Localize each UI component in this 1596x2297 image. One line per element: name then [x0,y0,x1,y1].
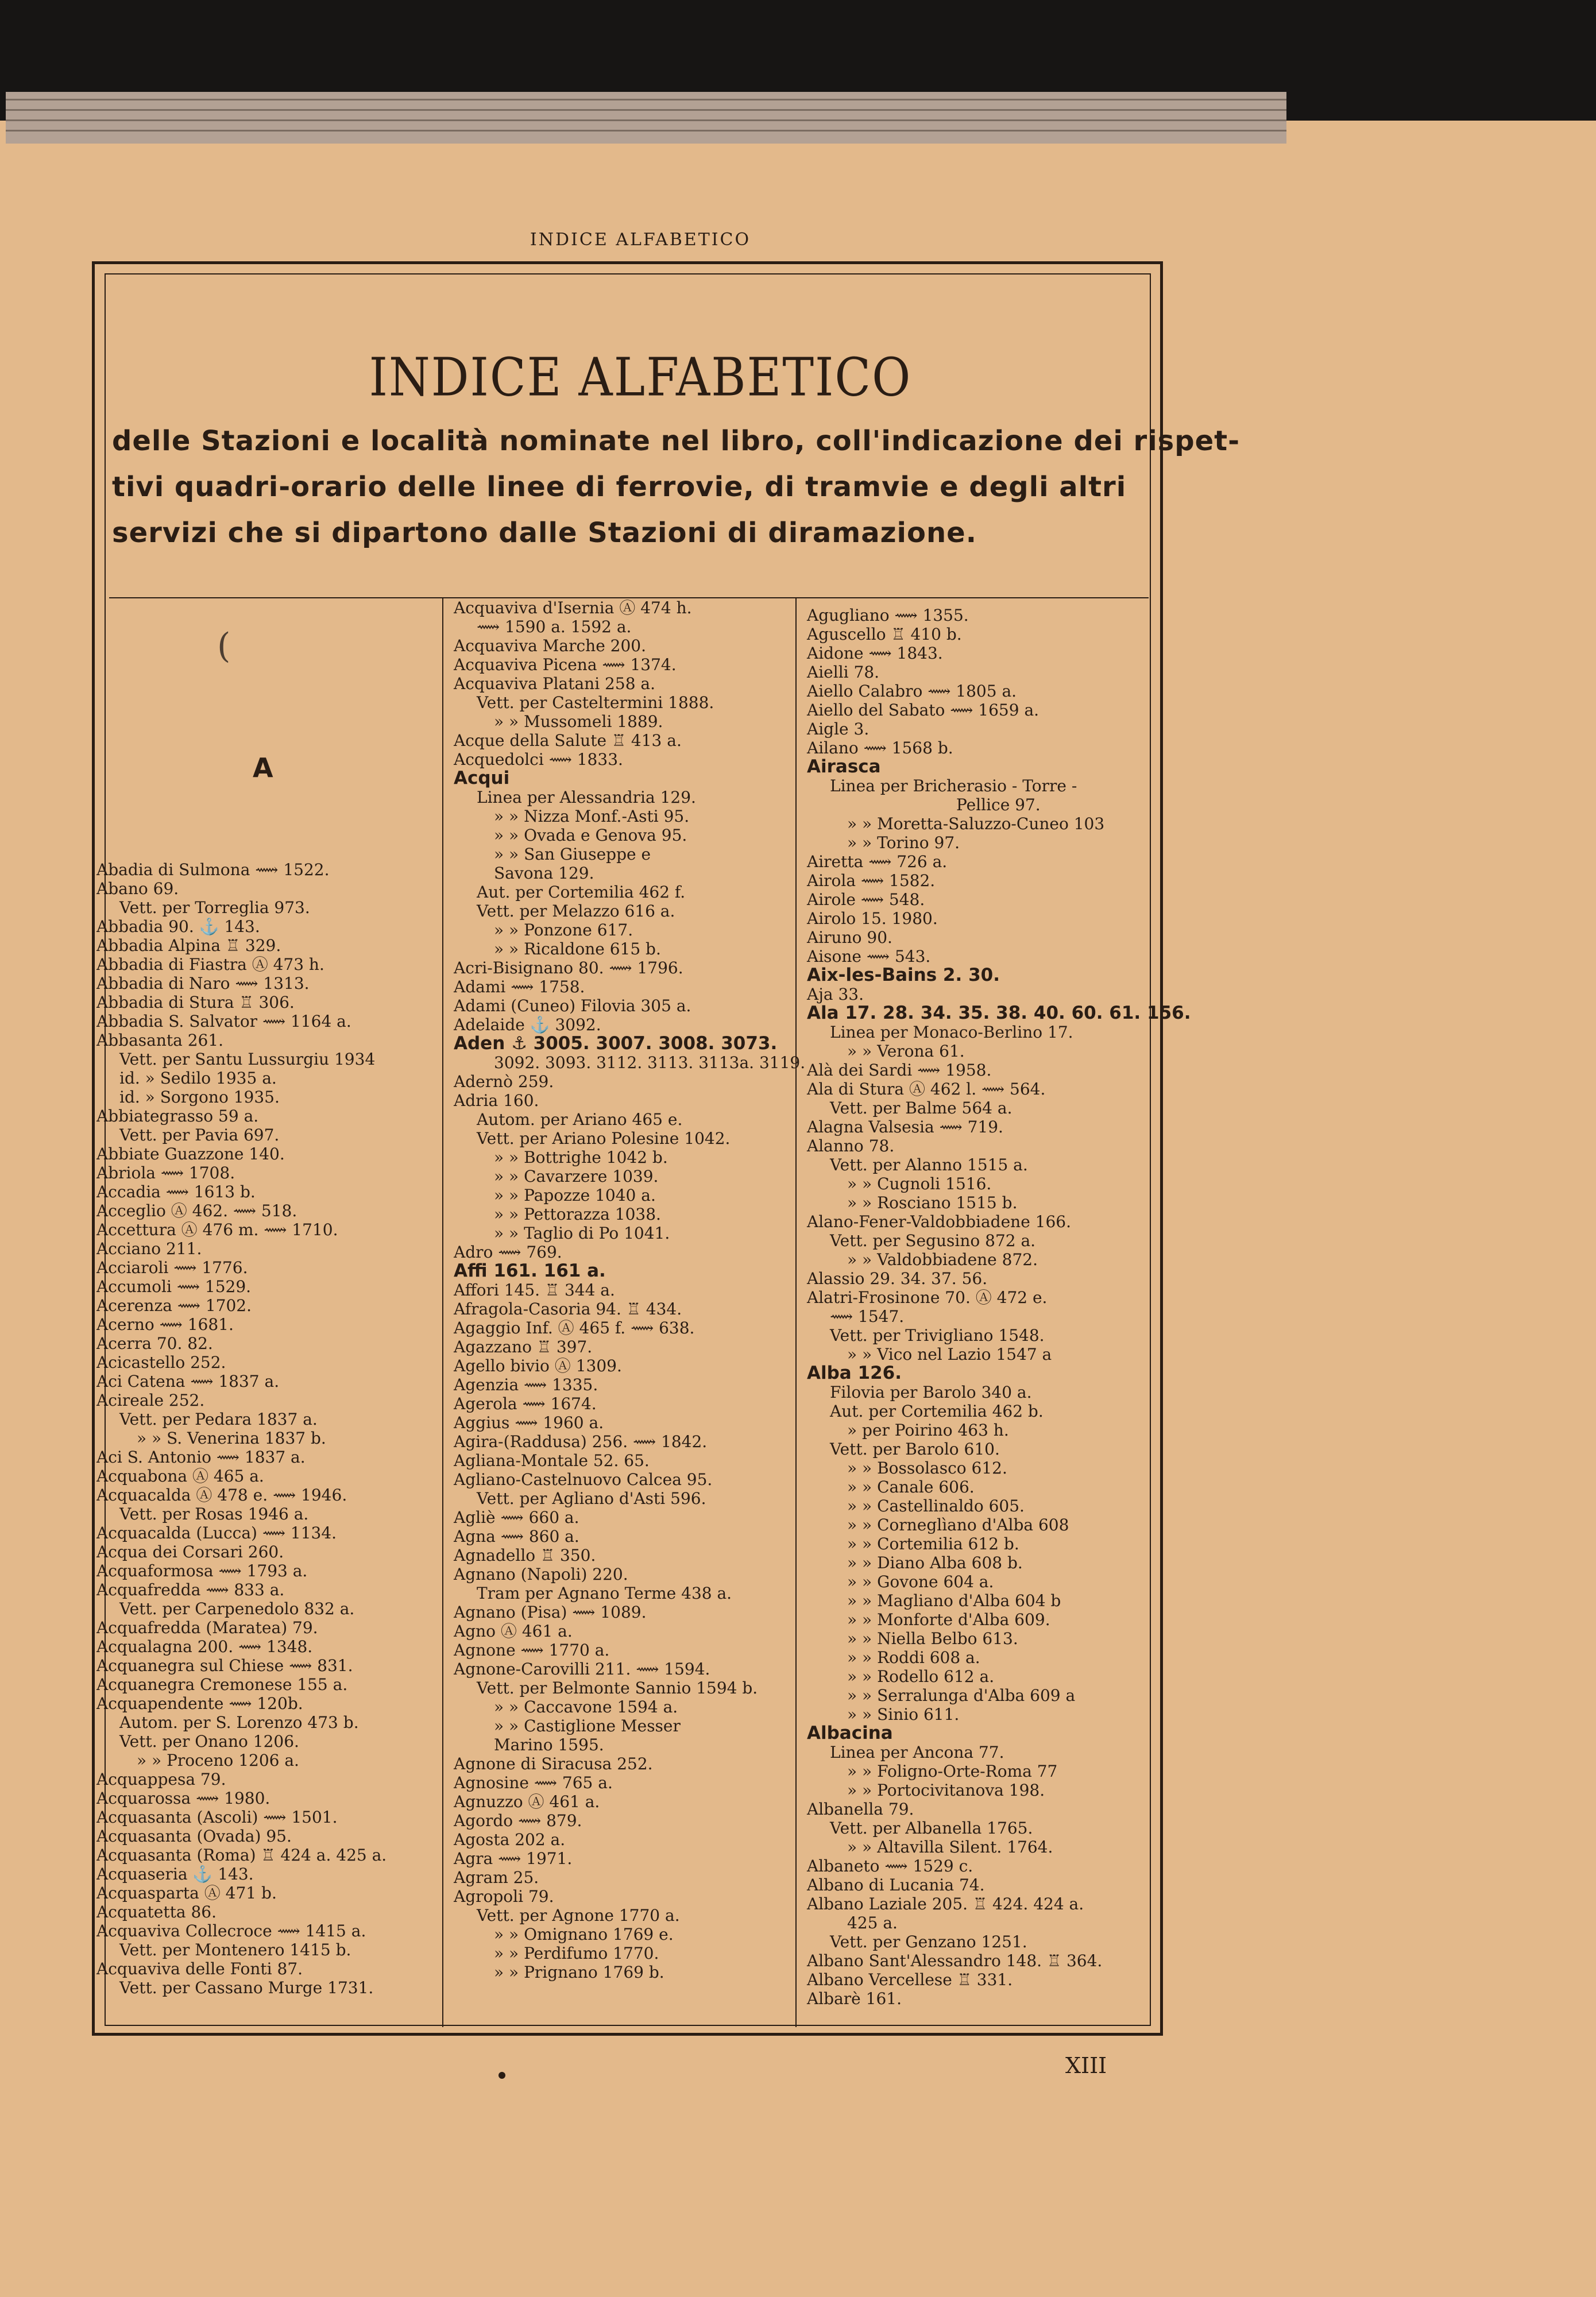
index-entry: Airasca [807,756,881,777]
index-entry: Agazzano ♖ 397. [454,1337,593,1356]
index-entry: Acquanegra Cremonese 155 a. [96,1675,348,1694]
index-entry: Acquabona Ⓐ 465 a. [96,1467,264,1486]
index-entry: Albano Sant'Alessandro 148. ♖ 364. [807,1951,1103,1970]
index-entry: Acqui [454,768,510,788]
index-entry: Linea per Alessandria 129. [477,788,696,807]
index-entry: » » Serralunga d'Alba 609 a [847,1686,1076,1705]
ink-dot [498,2072,505,2079]
index-entry: Vett. per Ariano Polesine 1042. [477,1129,731,1148]
index-entry: 3092. 3093. 3112. 3113. 3113a. 3119. [494,1053,806,1072]
index-entry: Aidone ⟿ 1843. [807,644,943,663]
index-entry: » » Omignano 1769 e. [494,1925,674,1944]
index-entry: Aja 33. [807,985,864,1004]
index-entry: Agordo ⟿ 879. [454,1811,582,1830]
index-entry: Acireale 252. [96,1391,205,1410]
index-entry: Agnano (Pisa) ⟿ 1089. [454,1603,647,1622]
index-entry: » » Ovada e Genova 95. [494,826,687,845]
index-entry: Abbiate Guazzone 140. [96,1144,285,1163]
index-entry: Linea per Bricherasio - Torre - [830,776,1077,795]
subtitle-line-1: delle Stazioni e località nominate nel libro, coll'indicazione dei rispet- [112,425,1240,457]
index-entry: » » Monforte d'Alba 609. [847,1610,1050,1629]
index-entry: Vett. per Melazzo 616 a. [477,902,675,921]
index-entry: Acquaformosa ⟿ 1793 a. [96,1561,308,1580]
index-entry: Marino 1595. [494,1735,604,1754]
index-entry: 425 a. [847,1913,898,1932]
index-entry: » » Pettorazza 1038. [494,1205,661,1224]
index-entry: » » Niella Belbo 613. [847,1629,1018,1648]
index-entry: Acquaseria ⚓ 143. [96,1865,254,1884]
index-entry: Abadia di Sulmona ⟿ 1522. [96,860,330,879]
index-entry: Acerenza ⟿ 1702. [96,1296,252,1315]
index-entry: Acquaviva delle Fonti 87. [96,1959,303,1978]
index-entry: » » Prignano 1769 b. [494,1963,664,1982]
index-entry: Albaneto ⟿ 1529 c. [807,1857,973,1876]
index-entry: Vett. per Agnone 1770 a. [477,1906,680,1925]
index-entry: Airole ⟿ 548. [807,890,925,909]
index-entry: Acquarossa ⟿ 1980. [96,1789,270,1808]
index-entry: Abbadia 90. ⚓ 143. [96,917,260,936]
index-entry: Aden ⚓ 3005. 3007. 3008. 3073. [454,1033,778,1054]
index-entry: Aci Catena ⟿ 1837 a. [96,1372,280,1391]
index-entry: Albano Laziale 205. ♖ 424. 424 a. [807,1894,1084,1913]
index-entry: Agosta 202 a. [454,1830,566,1849]
index-entry: Vett. per Pavia 697. [119,1126,280,1144]
index-entry: » » Foligno-Orte-Roma 77 [847,1762,1058,1781]
index-entry: ⟿ 1547. [830,1307,905,1326]
index-column-3 [807,606,1191,2008]
index-entry: Acquedolci ⟿ 1833. [454,750,623,769]
index-entry: » » Govone 604 a. [847,1572,994,1591]
index-entry: » » Castiglione Messer [494,1716,681,1735]
pencil-mark: ( [217,626,231,666]
index-entry: Airola ⟿ 1582. [807,871,936,890]
index-entry: » » Verona 61. [847,1042,965,1061]
index-entry: Adelaide ⚓ 3092. [454,1015,601,1034]
index-entry: Aix-les-Bains 2. 30. [807,965,1000,985]
index-entry: Acquasanta (Ascoli) ⟿ 1501. [96,1808,338,1827]
index-entry: Agnosine ⟿ 765 a. [454,1773,613,1792]
index-entry: Acquaviva Collecroce ⟿ 1415 a. [96,1921,366,1940]
index-entry: » » Cavarzere 1039. [494,1167,659,1186]
index-entry: Abbiategrasso 59 a. [96,1107,259,1126]
index-entry: » » Torino 97. [847,833,960,852]
index-entry: Acceglio Ⓐ 462. ⟿ 518. [96,1201,297,1220]
index-entry: Abbadia Alpina ♖ 329. [96,936,281,955]
index-entry: Ala di Stura Ⓐ 462 l. ⟿ 564. [807,1080,1046,1099]
index-entry: Affi 161. 161 a. [454,1260,606,1281]
index-entry: Agna ⟿ 860 a. [454,1527,579,1546]
running-header: INDICE ALFABETICO [530,230,751,250]
index-entry: Aisone ⟿ 543. [807,947,931,966]
index-entry: Abbadia di Naro ⟿ 1313. [96,974,310,993]
index-entry: Acquaviva Platani 258 a. [454,674,655,693]
index-entry: » » Rosciano 1515 b. [847,1193,1018,1212]
index-entry: Aggius ⟿ 1960 a. [454,1413,604,1432]
index-entry: » » Canale 606. [847,1478,975,1496]
index-entry: Alanno 78. [807,1136,895,1155]
index-entry: » » Roddi 608 a. [847,1648,980,1667]
index-entry: Vett. per Onano 1206. [119,1732,299,1751]
index-entry: Albacina [807,1723,893,1743]
subtitle-line-3: servizi che si dipartono dalle Stazioni di diramazione. [112,517,977,549]
index-entry: Albano Vercellese ♖ 331. [807,1970,1013,1989]
index-entry: Adro ⟿ 769. [454,1243,562,1262]
index-entry: Alano-Fener-Valdobbiadene 166. [807,1212,1072,1231]
index-entry: » » Ponzone 617. [494,921,633,939]
index-entry: Acerno ⟿ 1681. [96,1315,234,1334]
index-entry: Agerola ⟿ 1674. [454,1394,597,1413]
index-entry: Adernò 259. [454,1072,554,1091]
index-entry: Airuno 90. [807,928,892,947]
index-entry: Linea per Monaco-Berlino 17. [830,1023,1073,1042]
index-entry: Vett. per Pedara 1837 a. [119,1410,318,1429]
index-entry: Vett. per Segusino 872 a. [830,1231,1036,1250]
index-entry: » per Poirino 463 h. [847,1421,1009,1440]
index-entry: Vett. per Cassano Murge 1731. [119,1978,374,1997]
index-entry: Alatri-Frosinone 70. Ⓐ 472 e. [807,1288,1048,1307]
index-entry: Agugliano ⟿ 1355. [807,606,969,625]
index-entry: Vett. per Barolo 610. [830,1440,1000,1459]
index-entry: » » Portocivitanova 198. [847,1781,1045,1800]
index-entry: Acquaviva Marche 200. [454,636,647,655]
index-entry: Alba 126. [807,1363,902,1383]
index-entry: Pellice 97. [956,795,1041,814]
index-entry: » » Cortemilia 612 b. [847,1534,1019,1553]
index-entry: » » Magliano d'Alba 604 b [847,1591,1061,1610]
index-entry: Acquatetta 86. [96,1902,217,1921]
index-column-2 [454,598,805,1982]
index-entry: Aielli 78. [807,663,880,682]
index-entry: Vett. per Albanella 1765. [830,1819,1033,1838]
section-letter: A [253,752,273,783]
index-entry: id. » Sedilo 1935 a. [119,1069,277,1088]
index-entry: Acqua dei Corsari 260. [96,1542,284,1561]
index-entry: Agnone ⟿ 1770 a. [454,1641,610,1660]
index-entry: Aiello Calabro ⟿ 1805 a. [807,682,1017,701]
index-entry: Airolo 15. 1980. [807,909,938,928]
index-entry: Agliè ⟿ 660 a. [454,1508,579,1527]
index-entry: » » Vico nel Lazio 1547 a [847,1345,1052,1364]
index-entry: » » San Giuseppe e [494,845,651,864]
column-divider-1 [442,597,443,2027]
index-entry: Vett. per Balme 564 a. [830,1099,1013,1117]
index-entry: Acquaviva Picena ⟿ 1374. [454,655,677,674]
index-entry: » » Altavilla Silent. 1764. [847,1838,1053,1857]
index-entry: Acquafredda ⟿ 833 a. [96,1580,285,1599]
index-entry: Abbasanta 261. [96,1031,224,1050]
index-entry: Acquapendente ⟿ 120b. [96,1694,303,1713]
index-entry: Albano di Lucania 74. [807,1876,985,1894]
index-entry: Acerra 70. 82. [96,1334,213,1353]
index-entry: » » S. Venerina 1837 b. [137,1429,326,1448]
index-entry: Agenzia ⟿ 1335. [454,1375,598,1394]
index-entry: Ala 17. 28. 34. 35. 38. 40. 60. 61. 156. [807,1003,1191,1023]
index-entry: » » Castellinaldo 605. [847,1496,1025,1515]
index-entry: Aut. per Cortemilia 462 f. [477,883,686,902]
index-entry: » » Perdifumo 1770. [494,1944,659,1963]
index-entry: Vett. per Trivigliano 1548. [830,1326,1045,1345]
page-number: XIII [1065,2053,1107,2078]
index-entry: Abano 69. [96,879,179,898]
index-entry: Affori 145. ♖ 344 a. [454,1281,615,1300]
index-entry: Abriola ⟿ 1708. [96,1163,235,1182]
index-entry: Vett. per Santu Lussurgiu 1934 [119,1050,376,1069]
index-entry: Acque della Salute ♖ 413 a. [454,731,682,750]
index-entry: Acquafredda (Maratea) 79. [96,1618,318,1637]
index-entry: » » Valdobbiadene 872. [847,1250,1038,1269]
index-entry: Vett. per Agliano d'Asti 596. [477,1489,706,1508]
index-entry: Filovia per Barolo 340 a. [830,1383,1032,1402]
index-entry: Vett. per Casteltermini 1888. [477,693,714,712]
index-entry: Albanella 79. [807,1800,914,1819]
index-entry: Abbadia di Fiastra Ⓐ 473 h. [96,955,324,974]
index-entry: Autom. per S. Lorenzo 473 b. [119,1713,359,1732]
index-entry: » » Proceno 1206 a. [137,1751,299,1770]
index-entry: Abbadia S. Salvator ⟿ 1164 a. [96,1012,351,1031]
index-entry: Agliano-Castelnuovo Calcea 95. [454,1470,713,1489]
index-entry: Aguscello ♖ 410 b. [807,625,962,644]
index-entry: Airetta ⟿ 726 a. [807,852,948,871]
index-entry: » » Corneglìano d'Alba 608 [847,1515,1069,1534]
index-entry: Autom. per Ariano 465 e. [477,1110,683,1129]
index-entry: Acqualagna 200. ⟿ 1348. [96,1637,313,1656]
index-entry: Agliana-Montale 52. 65. [454,1451,650,1470]
page-title: INDICE ALFABETICO [369,347,912,408]
index-entry: Acquasanta (Roma) ♖ 424 a. 425 a. [96,1846,387,1865]
index-entry: Agira-(Raddusa) 256. ⟿ 1842. [454,1432,708,1451]
index-entry: Agra ⟿ 1971. [454,1849,573,1868]
index-entry: Vett. per Alanno 1515 a. [830,1155,1028,1174]
index-entry: Albarè 161. [807,1989,902,2008]
index-entry: » » Bottrighe 1042 b. [494,1148,668,1167]
index-entry: Acquasanta (Ovada) 95. [96,1827,292,1846]
index-entry: Adami ⟿ 1758. [454,977,585,996]
index-entry: Agnuzzo Ⓐ 461 a. [454,1792,600,1811]
index-entry: » » Caccavone 1594 a. [494,1697,678,1716]
index-entry: Acquaviva d'Isernia Ⓐ 474 h. [454,598,692,617]
index-entry: Agram 25. [454,1868,539,1887]
index-entry: Aut. per Cortemilia 462 b. [830,1402,1044,1421]
index-entry: Alà dei Sardi ⟿ 1958. [807,1061,992,1080]
index-entry: Acquacalda Ⓐ 478 e. ⟿ 1946. [96,1486,347,1505]
index-entry: Acquasparta Ⓐ 471 b. [96,1884,277,1902]
index-entry: Acciaroli ⟿ 1776. [96,1258,248,1277]
index-entry: Acquappesa 79. [96,1770,226,1789]
index-entry: Abbadia di Stura ♖ 306. [96,993,295,1012]
index-entry: Vett. per Carpenedolo 832 a. [119,1599,355,1618]
index-entry: Ailano ⟿ 1568 b. [807,738,953,757]
index-entry: Adria 160. [454,1091,539,1110]
index-entry: Agropoli 79. [454,1887,554,1906]
index-entry: ⟿ 1590 a. 1592 a. [477,617,632,636]
index-entry: Agnano (Napoli) 220. [454,1565,628,1584]
index-entry: Vett. per Torreglia 973. [119,898,310,917]
index-entry: Linea per Ancona 77. [830,1743,1004,1762]
index-entry: » » Moretta-Saluzzo-Cuneo 103 [847,814,1105,833]
index-entry: Aiello del Sabato ⟿ 1659 a. [807,701,1039,720]
index-entry: » » Mussomeli 1889. [494,712,663,731]
index-column-1 [96,860,387,1997]
index-entry: Tram per Agnano Terme 438 a. [477,1584,732,1603]
index-entry: Acquanegra sul Chiese ⟿ 831. [96,1656,353,1675]
index-entry: Accumoli ⟿ 1529. [96,1277,252,1296]
index-entry: Vett. per Genzano 1251. [830,1932,1027,1951]
index-entry: Vett. per Belmonte Sannio 1594 b. [477,1679,758,1697]
index-entry: Alagna Valsesia ⟿ 719. [807,1117,1003,1136]
index-entry: Acicastello 252. [96,1353,226,1372]
index-entry: Afragola-Casoria 94. ♖ 434. [454,1300,682,1318]
index-entry: » » Cugnoli 1516. [847,1174,992,1193]
index-entry: Savona 129. [494,864,594,883]
index-entry: Agnone di Siracusa 252. [454,1754,653,1773]
index-entry: » » Taglio di Po 1041. [494,1224,670,1243]
index-entry: Agno Ⓐ 461 a. [454,1622,573,1641]
index-entry: id. » Sorgono 1935. [119,1088,280,1107]
index-entry: Alassio 29. 34. 37. 56. [807,1269,988,1288]
index-entry: Acquacalda (Lucca) ⟿ 1134. [96,1523,337,1542]
index-entry: Accadia ⟿ 1613 b. [96,1182,256,1201]
index-entry: » » Papozze 1040 a. [494,1186,656,1205]
index-entry: » » Bossolasco 612. [847,1459,1007,1478]
index-entry: Aci S. Antonio ⟿ 1837 a. [96,1448,306,1467]
index-entry: » » Nizza Monf.-Asti 95. [494,807,690,826]
index-entry: » » Sinio 611. [847,1705,960,1724]
index-entry: Acri-Bisignano 80. ⟿ 1796. [454,958,683,977]
index-entry: Aigle 3. [807,720,870,738]
index-entry: Agello bivio Ⓐ 1309. [454,1356,622,1375]
subtitle-line-2: tivi quadri-orario delle linee di ferrovie, di tramvie e degli altri [112,471,1127,503]
index-entry: Agnone-Carovilli 211. ⟿ 1594. [454,1660,710,1679]
index-entry: Agnadello ♖ 350. [454,1546,596,1565]
index-entry: » » Rodello 612 a. [847,1667,995,1686]
index-entry: Adami (Cuneo) Filovia 305 a. [454,996,691,1015]
index-entry: Agaggio Inf. Ⓐ 465 f. ⟿ 638. [454,1318,695,1337]
index-entry: Vett. per Montenero 1415 b. [119,1940,351,1959]
index-entry: Vett. per Rosas 1946 a. [119,1505,309,1523]
index-entry: Accettura Ⓐ 476 m. ⟿ 1710. [96,1220,338,1239]
index-entry: Acciano 211. [96,1239,202,1258]
index-entry: » » Ricaldone 615 b. [494,939,661,958]
index-entry: » » Diano Alba 608 b. [847,1553,1023,1572]
